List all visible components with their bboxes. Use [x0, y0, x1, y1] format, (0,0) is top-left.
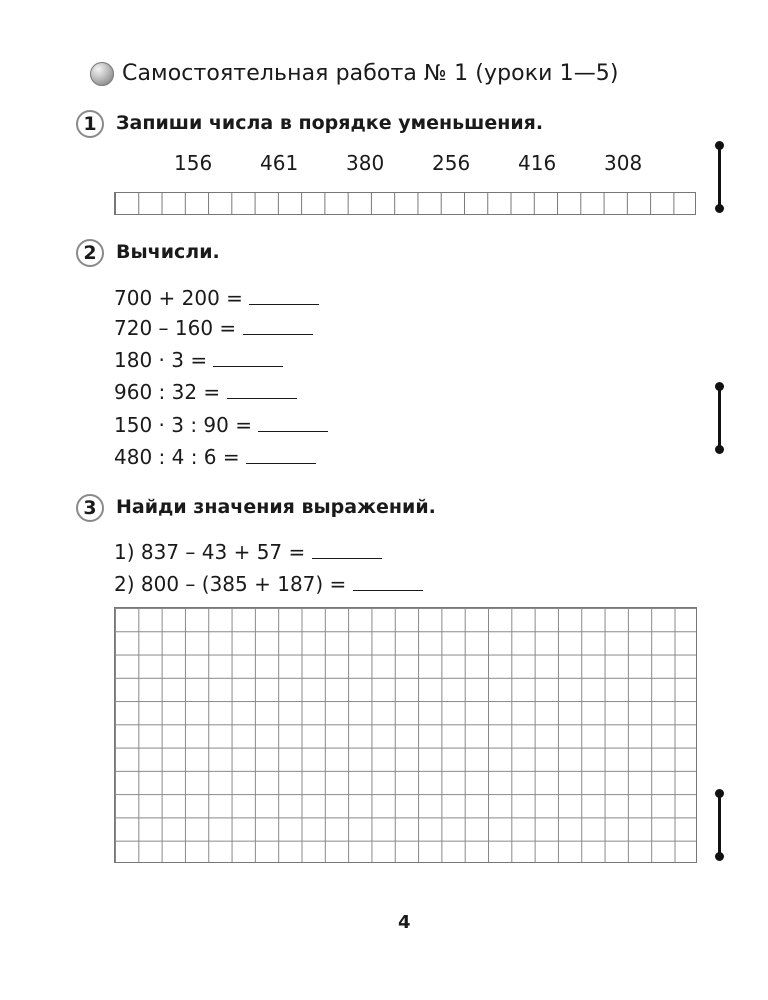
- margin-bracket-mark: [718, 793, 721, 857]
- task-3-expression: 2) 800 – (385 + 187) =: [114, 572, 347, 596]
- task-2-expression-row: [114, 413, 328, 437]
- task-2-expression-row: [114, 286, 319, 310]
- answer-blank[interactable]: [258, 413, 328, 432]
- task-1-answer-cells[interactable]: [114, 192, 696, 215]
- task-3-expression-row: [114, 572, 423, 596]
- task-1-number: 256: [432, 151, 471, 175]
- task-3-expression-row: [114, 540, 382, 564]
- answer-blank[interactable]: [353, 572, 423, 591]
- margin-bracket-mark: [718, 145, 721, 209]
- task-1-number: 461: [260, 151, 299, 175]
- task-2-expression-row: [114, 445, 316, 469]
- task-1-number: 380: [346, 151, 385, 175]
- task-2-expression-row: [114, 380, 297, 404]
- task-1-number: 308: [604, 151, 643, 175]
- task-2-expression: 180 · 3 =: [114, 348, 208, 372]
- task-2-number-badge: 2: [76, 239, 104, 267]
- task-3-work-grid[interactable]: [114, 607, 697, 863]
- task-2-expression: 720 – 160 =: [114, 316, 237, 340]
- task-1-title: Запиши числа в порядке уменьшения.: [116, 112, 544, 134]
- page-title: Самостоятельная работа № 1 (уроки 1—5): [122, 61, 619, 86]
- page-number: 4: [398, 912, 411, 933]
- answer-blank[interactable]: [213, 348, 283, 367]
- task-2-expression: 700 + 200 =: [114, 286, 243, 310]
- task-1-number: 416: [518, 151, 557, 175]
- task-2-expression: 480 : 4 : 6 =: [114, 445, 240, 469]
- task-3-title: Найди значения выражений.: [116, 496, 436, 518]
- task-1-number-badge: 1: [76, 110, 104, 138]
- answer-blank[interactable]: [243, 316, 313, 335]
- answer-blank[interactable]: [246, 445, 316, 464]
- task-2-expression: 150 · 3 : 90 =: [114, 413, 252, 437]
- task-1-number-list: [174, 151, 690, 175]
- title-bullet-icon: [90, 62, 114, 86]
- task-2-expression-row: [114, 316, 313, 340]
- answer-blank[interactable]: [249, 286, 319, 305]
- task-3-number-badge: 3: [76, 494, 104, 522]
- task-2-expression-row: [114, 348, 283, 372]
- answer-blank[interactable]: [312, 540, 382, 559]
- task-2-title: Вычисли.: [116, 241, 220, 263]
- task-3-expression: 1) 837 – 43 + 57 =: [114, 540, 306, 564]
- answer-blank[interactable]: [227, 380, 297, 399]
- task-2-expression: 960 : 32 =: [114, 380, 221, 404]
- margin-bracket-mark: [718, 386, 721, 450]
- task-1-number: 156: [174, 151, 213, 175]
